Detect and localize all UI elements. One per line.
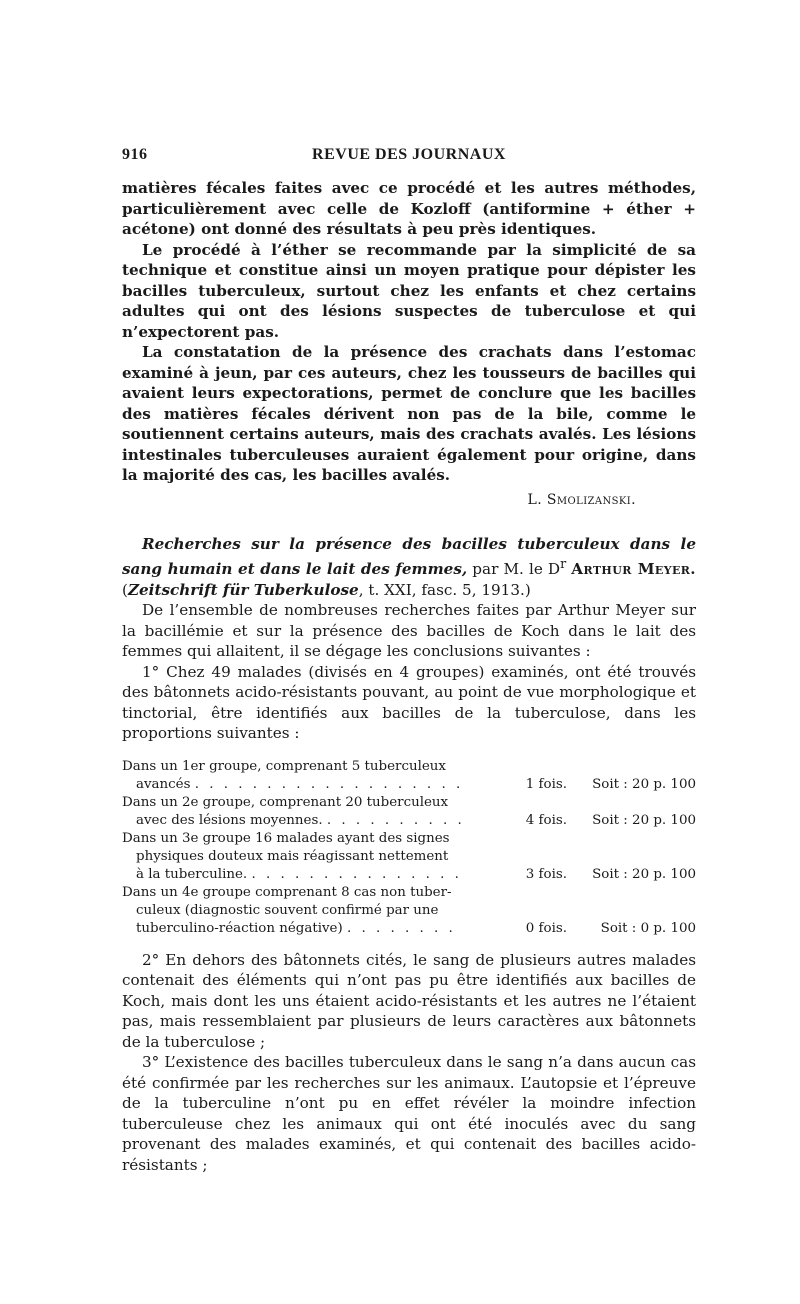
author-prefix: par M. le D <box>472 560 561 579</box>
group-line: à la tuberculine. <box>136 866 248 882</box>
group-line: Dans un 1er groupe, comprenant 5 tuberculeux <box>122 758 446 774</box>
article-citation <box>122 534 696 601</box>
groups-table <box>122 758 696 938</box>
paragraph: De l’ensemble de nombreuses recherches faites par Arthur Meyer sur la bacillémie et sur la présence des bacilles de Koch dans le lait des femmes qui allaitent, il se dégage les conclusions suivantes : <box>122 601 696 661</box>
table-row <box>122 884 696 938</box>
group-line: avec des lésions moyennes. <box>136 812 323 828</box>
group-description: Dans un 3e groupe 16 malades ayant des signes physiques douteux mais réagissant nettement à la tuberculine. . . . . . . . . . . . . . . . <box>122 830 517 884</box>
group-ratio: Soit : 20 p. 100 <box>592 776 696 792</box>
table-row <box>122 830 696 884</box>
group-line: Dans un 4e groupe comprenant 8 cas non tuber- <box>122 884 452 900</box>
table-row <box>122 794 696 830</box>
paragraph: La constatation de la présence des crachats dans l’estomac examiné à jeun, par ces auteurs, chez les tousseurs de bacilles qui avaient leurs expectorations, permet de conclure que les bacilles des matières fécales dérivent non pas de la bile, comme le soutiennent certains auteurs, mais des crachats avalés. Les lésions intestinales tuberculeuses auraient également pour origine, dans la majorité des cas, les bacilles avalés. <box>122 343 696 484</box>
journal-name: Zeitschrift für Tuberkulose <box>127 580 359 599</box>
paragraph: matières fécales faites avec ce procédé et les autres méthodes, particulièrement avec celle de Kozloff (antiformine + éther + acétone) ont donné des résultats à peu près identiques. <box>122 179 696 238</box>
group-ratio: Soit : 20 p. 100 <box>592 866 696 882</box>
group-description: Dans un 4e groupe comprenant 8 cas non tuber- culeux (diagnostic souvent confirmé par une tuberculino-réaction négative) . . . . . . . . <box>122 884 517 938</box>
group-ratio: Soit : 0 p. 100 <box>600 920 696 936</box>
group-count: 1 fois. <box>525 776 567 792</box>
running-head <box>122 142 696 168</box>
group-count: 0 fois. <box>525 920 567 936</box>
group-description: Dans un 2e groupe, comprenant 20 tuberculeux avec des lésions moyennes. . . . . . . . . . . <box>122 794 465 828</box>
paragraph: Le procédé à l’éther se recommande par la simplicité de sa technique et constitue ainsi un moyen pratique pour dépister les bacilles tuberculeux, surtout chez les enfants et chez certains adultes qui ont des lésions suspectes de tuberculose et qui n’expectorent pas. <box>122 240 696 341</box>
group-description: Dans un 1er groupe, comprenant 5 tuberculeux avancés . . . . . . . . . . . . . . . . . . . <box>122 758 464 792</box>
article-review <box>122 534 696 744</box>
author-name: Arthur Meyer. <box>571 560 696 579</box>
table-row <box>122 758 696 794</box>
group-line: physiques douteux mais réagissant nettement <box>136 848 449 864</box>
article-title: Recherches sur la présence des bacilles tuberculeux dans le sang humain et dans le lait des femmes, <box>122 534 696 579</box>
journal-details: , t. XXI, fasc. 5, 1913.) <box>358 580 531 599</box>
journal-open: ( <box>122 580 128 599</box>
group-count: 4 fois. <box>525 812 567 828</box>
document-page <box>122 142 696 1175</box>
group-line: Dans un 2e groupe, comprenant 20 tuberculeux <box>122 794 449 810</box>
author-signature: L. Smolizanski. <box>527 491 636 508</box>
paragraph: 2° En dehors des bâtonnets cités, le sang de plusieurs autres malades contenait des éléments qui n’ont pas pu être identifiés aux bacilles de Koch, mais dont les uns étaient acido-résistants et les autres ne l’étaient pas, mais ressemblaient par plusieurs de leurs caractères aux bâtonnets de la tuberculose ; <box>122 950 696 1051</box>
running-title: REVUE DES JOURNAUX <box>312 146 506 163</box>
paragraph: 3° L’existence des bacilles tuberculeux dans le sang n’a dans aucun cas été confirmée par les recherches sur les animaux. L’autopsie et l’épreuve de la tuberculine n’ont pu en effet révéler la moindre infection tuberculeuse chez les animaux qui ont été inoculés avec du sang provenant des malades examinés, et qui contenait des bacilles acido-résistants ; <box>122 1053 696 1174</box>
article-previous <box>122 178 696 486</box>
page-number: 916 <box>122 146 148 163</box>
paragraph: 1° Chez 49 malades (divisés en 4 groupes) examinés, ont été trouvés des bâtonnets acido-résistants pouvant, au point de vue morphologique et tinctorial, être identifiés aux bacilles de la tuberculose, dans les proportions suivantes : <box>122 662 696 743</box>
group-ratio: Soit : 20 p. 100 <box>592 812 696 828</box>
group-line: tuberculino-réaction négative) <box>136 920 343 936</box>
group-count: 3 fois. <box>525 866 567 882</box>
group-line: avancés <box>136 776 191 792</box>
group-line: Dans un 3e groupe 16 malades ayant des signes <box>122 830 450 846</box>
group-line: culeux (diagnostic souvent confirmé par une <box>136 902 439 918</box>
article-review-continued <box>122 950 696 1176</box>
author-prefix-sup: r <box>560 556 567 571</box>
